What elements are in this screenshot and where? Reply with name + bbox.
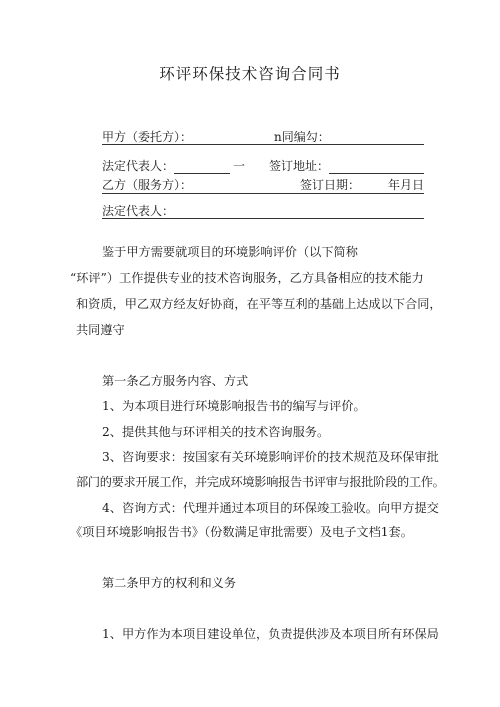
party-b-underline bbox=[102, 193, 424, 194]
party-b-row bbox=[102, 177, 424, 193]
article-1-item: 4、咨询方式：代理并通过本项目的环保竣工验收。向甲方提交 bbox=[102, 501, 439, 515]
article-2-item: 1、甲方作为本项目建设单位，负责提供涉及本项目所有环保局 bbox=[102, 627, 439, 641]
article-1-item: 1、为本项目进行环境影响报告书的编写与评价。 bbox=[102, 399, 366, 413]
legal-rep-a-row bbox=[102, 158, 424, 174]
party-a-label: 甲方（委托方）： bbox=[102, 130, 193, 144]
contract-no-label: n同编勾： bbox=[274, 130, 330, 144]
legal-rep-a-label: 法定代表人： bbox=[102, 159, 175, 173]
sign-place-label: 签订地址： bbox=[269, 159, 330, 173]
legal-rep-b-underline bbox=[102, 218, 424, 219]
sign-place-blank bbox=[329, 173, 424, 174]
article-1-item: 部门的要求开展工作，并完成环境影响报告书评审与报批阶段的工作。 bbox=[76, 475, 445, 489]
party-b-label: 乙方（服务方）： bbox=[102, 178, 193, 192]
article-1-heading: 第一条乙方服务内容、方式 bbox=[102, 374, 249, 388]
sign-date-unit: 年月日 bbox=[388, 178, 425, 192]
legal-rep-b-row bbox=[102, 203, 424, 219]
party-a-row bbox=[102, 129, 424, 145]
legal-rep-a-blank bbox=[174, 173, 230, 174]
article-1-item: 3、咨询要求：按国家有关环境影响评价的技术规范及环保审批 bbox=[102, 450, 439, 464]
party-a-underline bbox=[102, 144, 424, 145]
article-1-item: 2、提供其他与环评相关的技术咨询服务。 bbox=[102, 425, 330, 439]
document-title: 环评环保技术咨询合同书 bbox=[159, 65, 341, 83]
intro-line-2: “环评”）工作提供专业的技术咨询服务，乙方具备相应的技术能力 bbox=[70, 271, 424, 285]
sign-date-label: 签订日期： bbox=[300, 178, 361, 192]
article-1-item: 《项目环境影响报告书》（份数满足审批需要）及电子文档1套。 bbox=[70, 525, 413, 539]
legal-rep-b-label: 法定代表人： bbox=[102, 204, 175, 218]
intro-line-1: 鉴于甲方需要就项目的环境影响评价（以下简称 bbox=[102, 245, 358, 259]
dash-mark: 一 bbox=[233, 159, 246, 173]
article-2-heading: 第二条甲方的权利和义务 bbox=[102, 576, 237, 590]
intro-line-4: 共同遵守 bbox=[76, 323, 125, 337]
intro-line-3: 和资质，甲乙双方经友好协商，在平等互利的基础上达成以下合同， bbox=[76, 297, 442, 311]
